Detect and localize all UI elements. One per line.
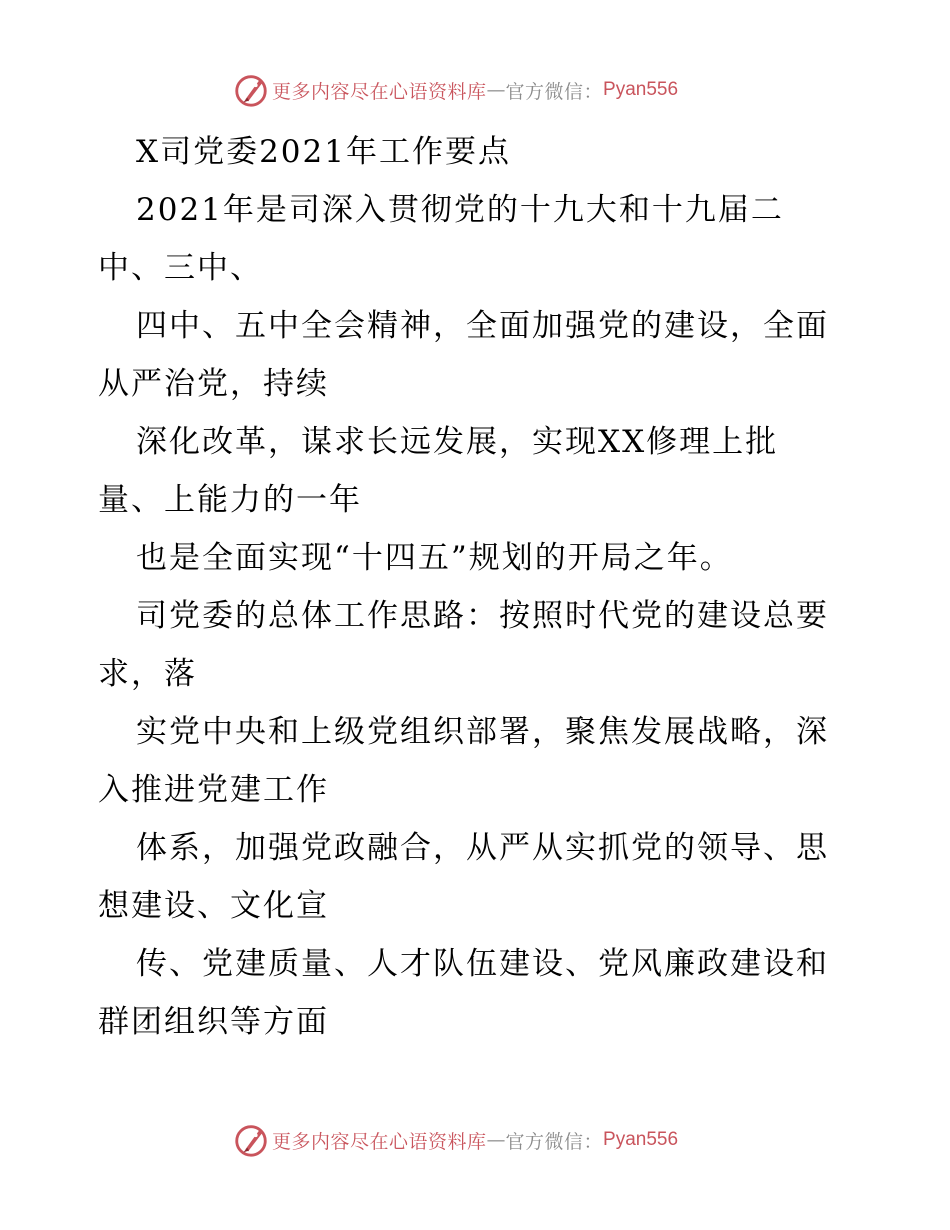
paragraph-line: 传、党建质量、人才队伍建设、党风廉政建设和 xyxy=(136,946,829,982)
document-body xyxy=(98,123,858,1051)
footer-banner xyxy=(232,1120,678,1160)
paragraph-line: 量、上能力的一年 xyxy=(98,482,362,518)
paragraph-line: 2021年是司深入贯彻党的十九大和十九届二 xyxy=(136,192,784,228)
banner-wechat-id: Pyan556 xyxy=(603,79,679,100)
document-title: X司党委2021年工作要点 xyxy=(136,134,511,170)
banner-site-text: 更多内容尽在心语资料库 xyxy=(272,1130,487,1153)
paragraph-line: 想建设、文化宣 xyxy=(98,888,329,924)
paragraph-line: 也是全面实现“十四五”规划的开局之年。 xyxy=(136,540,733,576)
paragraph-line: 司党委的总体工作思路：按照时代党的建设总要 xyxy=(136,598,829,634)
paragraph-line: 群团组织等方面 xyxy=(98,1004,329,1040)
paragraph-line: 中、三中、 xyxy=(98,250,263,286)
banner-wechat-id: Pyan556 xyxy=(603,1129,679,1150)
quill-pen-logo-icon xyxy=(232,1121,270,1159)
paragraph-line: 深化改革，谋求长远发展，实现XX修理上批 xyxy=(136,424,779,460)
banner-site-text: 更多内容尽在心语资料库 xyxy=(272,80,487,103)
quill-pen-logo-icon xyxy=(232,71,270,109)
paragraph-line: 体系，加强党政融合，从严从实抓党的领导、思 xyxy=(136,830,829,866)
banner-official-wechat-label: 官方微信： xyxy=(505,1130,604,1153)
header-banner xyxy=(232,70,678,110)
banner-dash: — xyxy=(486,1129,506,1151)
paragraph-line: 四中、五中全会精神，全面加强党的建设，全面 xyxy=(136,308,829,344)
banner-official-wechat-label: 官方微信： xyxy=(505,80,604,103)
banner-dash: — xyxy=(486,79,506,101)
paragraph-line: 实党中央和上级党组织部署，聚焦发展战略，深 xyxy=(136,714,829,750)
paragraph-line: 从严治党，持续 xyxy=(98,366,329,402)
paragraph-line: 入推进党建工作 xyxy=(98,772,329,808)
paragraph-line: 求，落 xyxy=(98,656,197,692)
